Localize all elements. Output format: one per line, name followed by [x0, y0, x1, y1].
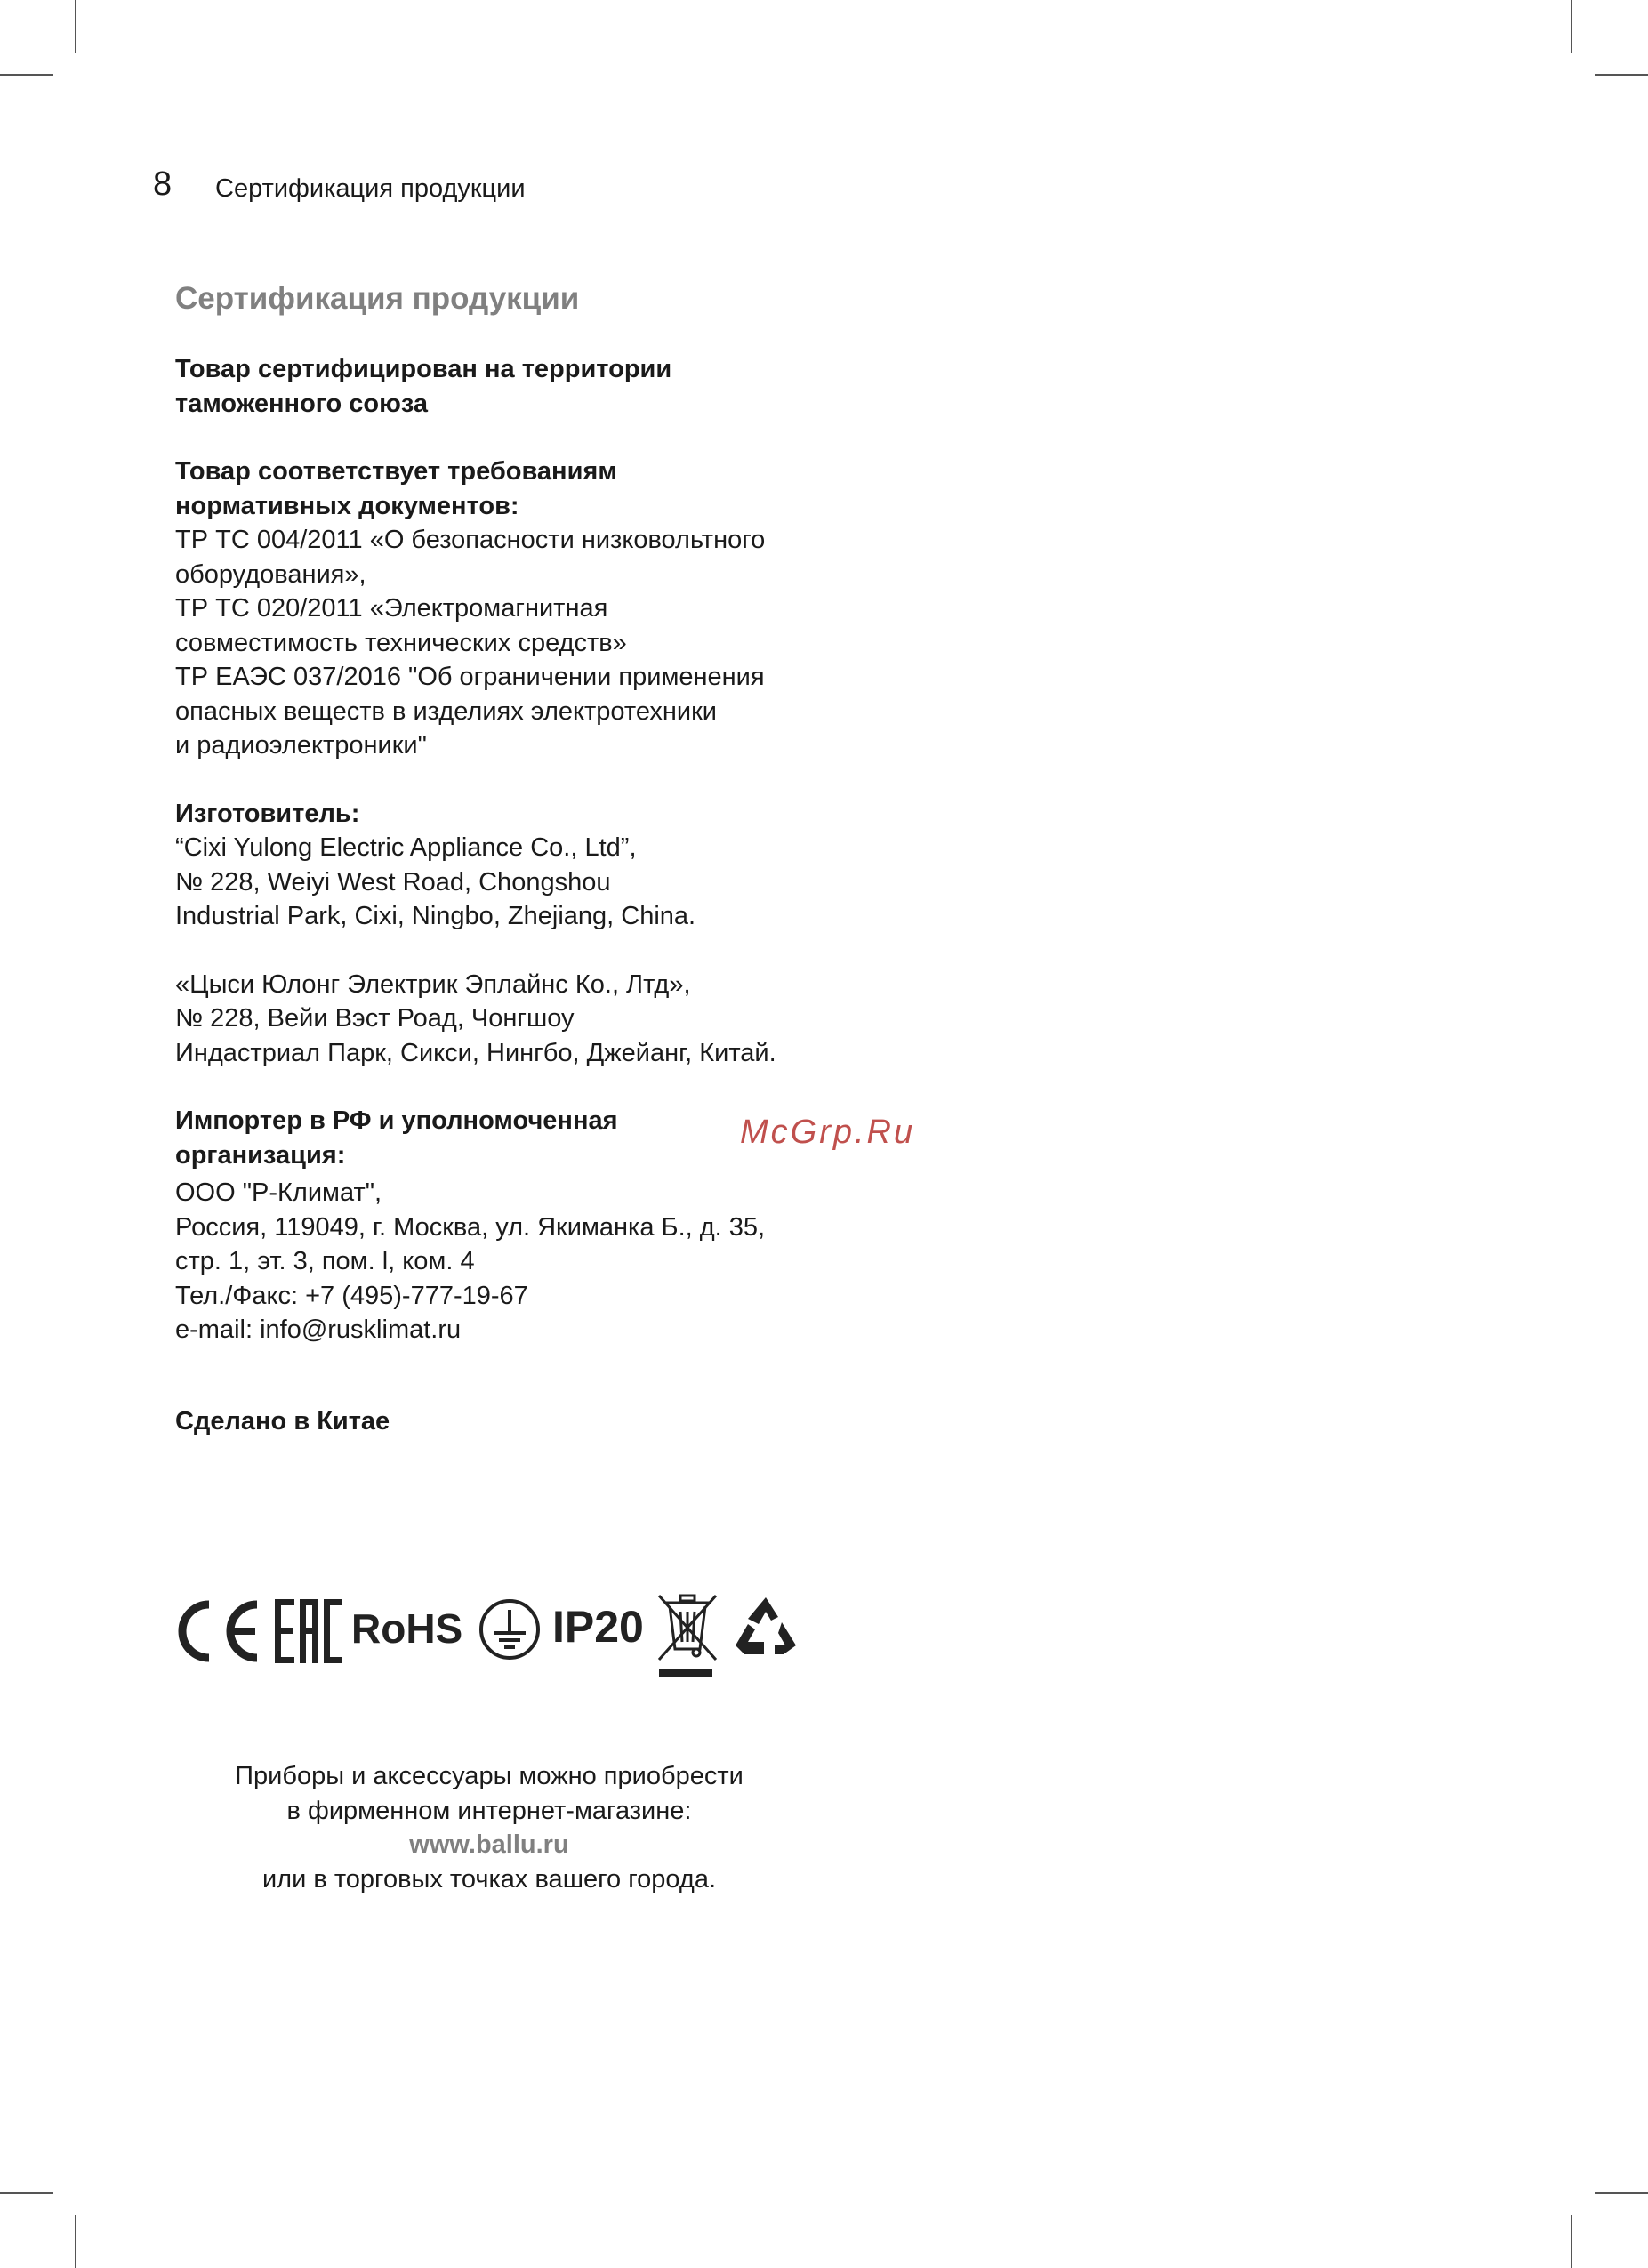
crop-mark: [1571, 0, 1572, 53]
watermark: McGrp.Ru: [740, 1114, 916, 1151]
manufacturer-heading: Изготовитель:: [175, 799, 360, 828]
manufacturer-line: Industrial Park, Cixi, Ningbo, Zhejiang, China.: [175, 902, 696, 930]
manufacturer-line: “Cixi Yulong Electric Appliance Co., Ltd”,: [175, 833, 637, 862]
importer-line: Тел./Факс: +7 (495)-777-19-67: [175, 1281, 528, 1310]
requirements-line: совместимость технических средств»: [175, 628, 627, 657]
crop-mark: [0, 74, 53, 76]
crop-mark: [1595, 74, 1648, 76]
crop-mark: [0, 2192, 53, 2194]
certified-notice: [175, 352, 976, 421]
manufacturer-line: «Цыси Юлонг Электрик Эплайнс Ко., Лтд»,: [175, 969, 691, 999]
requirements-line: ТР ТС 004/2011 «О безопасности низковольтного: [175, 526, 766, 554]
requirements-line: опасных веществ в изделиях электротехники: [175, 696, 717, 726]
crop-mark: [75, 0, 76, 53]
recycle-icon: [732, 1596, 800, 1660]
manufacturer-section-ru: [175, 968, 976, 1071]
running-title: Сертификация продукции: [215, 174, 526, 203]
crop-mark: [75, 2215, 76, 2268]
requirements-heading: нормативных документов:: [175, 491, 519, 520]
manufacturer-line: № 228, Weiyi West Road, Chongshou: [175, 867, 611, 897]
made-in: Сделано в Китае: [175, 1406, 390, 1436]
weee-bin-icon: [655, 1592, 719, 1681]
manufacturer-section-en: [175, 797, 976, 934]
requirements-section: [175, 454, 976, 763]
certified-line: таможенного союза: [175, 389, 429, 418]
requirements-line: и радиоэлектроники": [175, 731, 427, 760]
importer-heading: Импортер в РФ и уполномоченная: [175, 1106, 618, 1135]
importer-line: e-mail: info@rusklimat.ru: [175, 1315, 462, 1344]
ground-symbol-icon: [478, 1597, 542, 1661]
page-number: 8: [153, 165, 173, 203]
requirements-line: ТР ТС 020/2011 «Электромагнитная: [175, 594, 608, 623]
manufacturer-line: № 228, Вейи Вэст Роад, Чонгшоу: [175, 1004, 575, 1033]
crop-mark: [1571, 2215, 1572, 2268]
importer-line: стр. 1, эт. 3, пом. l, ком. 4: [175, 1247, 475, 1275]
page-title: Сертификация продукции: [175, 281, 580, 316]
shop-url-link[interactable]: www.ballu.ru: [409, 1830, 569, 1859]
ip-rating-label: IP20: [552, 1602, 644, 1652]
requirements-heading: Товар соответствует требованиям: [175, 457, 617, 486]
importer-line: ООО "Р-Климат",: [175, 1178, 382, 1207]
rohs-label: RoHS: [351, 1605, 463, 1652]
eac-mark-icon: [275, 1599, 342, 1663]
ce-mark-icon: [175, 1599, 264, 1663]
shop-info: [175, 1759, 803, 1896]
requirements-line: ТР ЕАЭС 037/2016 "Об ограничении применения: [175, 663, 765, 691]
importer-line: Россия, 119049, г. Москва, ул. Якиманка Б., д. 35,: [175, 1212, 766, 1242]
shop-line: или в торговых точках вашего города.: [261, 1864, 717, 1894]
crop-mark: [1595, 2192, 1648, 2194]
manufacturer-line: Индастриал Парк, Сикси, Нингбо, Джейанг, Китай.: [175, 1038, 776, 1067]
main-content: [175, 277, 976, 1438]
importer-heading: организация:: [175, 1140, 346, 1170]
shop-line: в фирменном интернет-магазине:: [286, 1796, 692, 1825]
shop-line: Приборы и аксессуары можно приобрести: [235, 1762, 744, 1790]
certified-line: Товар сертифицирован на территории: [175, 355, 672, 383]
requirements-line: оборудования»,: [175, 559, 366, 589]
